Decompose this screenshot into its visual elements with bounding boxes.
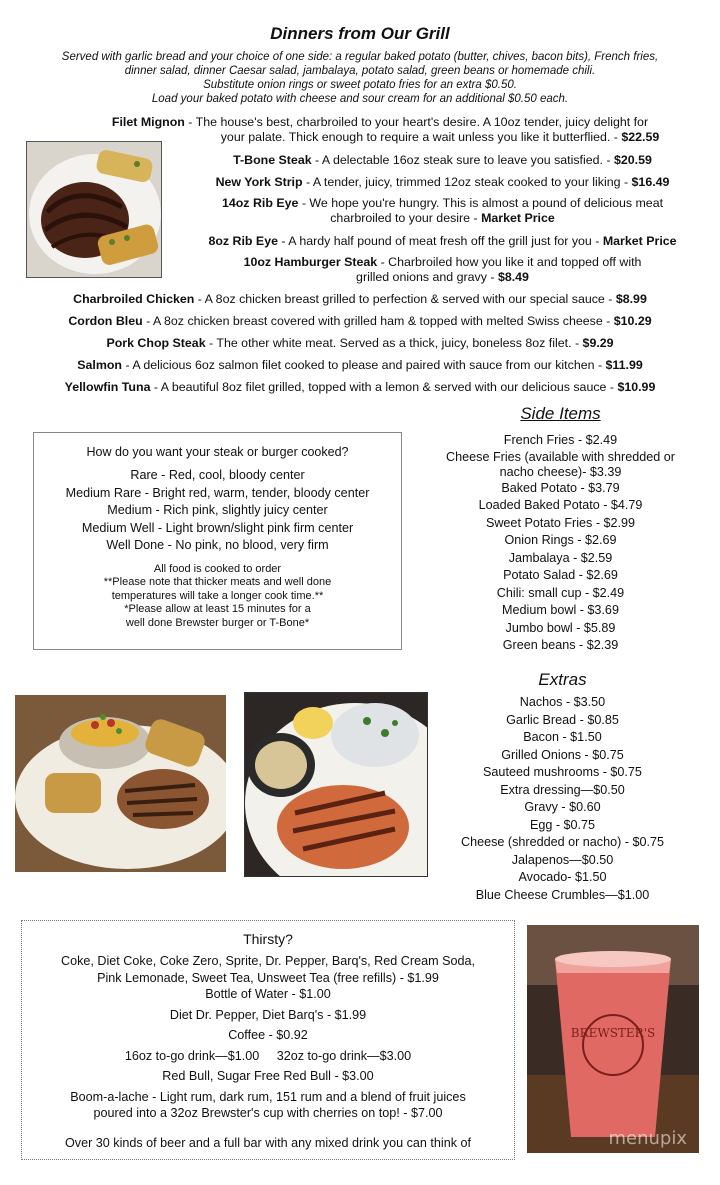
item-desc: grilled onions and gravy - — [356, 270, 498, 284]
drink-line: Boom-a-lache - Light rum, dark rum, 151 rum and a blend of fruit juices — [70, 1089, 466, 1104]
doneness-note: well done Brewster burger or T-Bone* — [125, 616, 310, 629]
menu-item-charbroiled-chicken — [0, 291, 720, 307]
menu-item-cordon-bleu — [0, 313, 720, 329]
red-drink-cup-photo — [527, 925, 699, 1153]
menu-item-yellowfin-tuna — [0, 379, 720, 395]
potato-steak-photo — [15, 695, 226, 872]
drink-line: Coke, Diet Coke, Coke Zero, Sprite, Dr. Pepper, Barq's, Red Cream Soda, — [61, 954, 475, 968]
doneness-level: Medium Rare - Bright red, warm, tender, bloody center — [65, 485, 370, 500]
item-price: $8.49 — [497, 270, 529, 284]
side-item: nacho cheese)- $3.39 — [499, 464, 622, 479]
extra-item: Gravy - $0.60 — [524, 800, 601, 814]
item-desc: - A beautiful 8oz filet grilled, topped with a lemon & served with our delicious sauce - — [150, 380, 618, 394]
menu-item-t-bone — [165, 152, 720, 168]
item-name: New York Strip — [215, 175, 303, 189]
side-item: Green beans - $2.39 — [502, 638, 619, 652]
item-name: Charbroiled Chicken — [73, 292, 195, 306]
extra-item: Garlic Bread - $0.85 — [506, 712, 619, 727]
drink-line: Coffee - $0.92 — [228, 1028, 308, 1042]
doneness-note: **Please note that thicker meats and well done — [103, 576, 332, 588]
menu-item-14oz-rib-eye — [165, 196, 720, 226]
drink-line: Over 30 kinds of beer and a full bar with any mixed drink you can think of — [64, 1135, 471, 1150]
doneness-title: How do you want your steak or burger cooked? — [86, 445, 349, 459]
item-desc: - A hardy half pound of meat fresh off the grill just for you - — [277, 234, 603, 248]
item-desc: - We hope you're hungry. This is almost a pound of delicious meat — [298, 196, 664, 210]
watermark: menupix — [608, 1128, 687, 1149]
item-price: $16.49 — [631, 175, 670, 189]
extra-item: Nachos - $3.50 — [519, 695, 606, 709]
menu-item-new-york-strip — [165, 174, 720, 190]
doneness-levels — [34, 467, 401, 555]
side-item: Jambalaya - $2.59 — [508, 550, 613, 565]
item-price: $10.29 — [613, 314, 652, 328]
item-price: $11.99 — [605, 358, 643, 372]
item-desc: your palate. Thick enough to require a wait unless you like it butterflied. - — [220, 130, 622, 144]
item-desc: - The house's best, charbroiled to your heart's desire. A 10oz tender, juicy delight for — [184, 115, 649, 129]
side-item: Chili: small cup - $2.49 — [496, 585, 625, 600]
item-desc: - A delicious 6oz salmon filet cooked to please and paired with sauce from our kitchen - — [122, 358, 606, 372]
intro-text — [0, 50, 720, 106]
item-desc: charbroiled to your desire - — [330, 211, 482, 225]
item-price: $10.99 — [617, 380, 656, 394]
item-name: Yellowfin Tuna — [64, 380, 151, 394]
side-item: French Fries - $2.49 — [503, 433, 618, 447]
side-item: Medium bowl - $3.69 — [502, 603, 619, 617]
drinks-title: Thirsty? — [243, 931, 293, 947]
doneness-note: All food is cooked to order — [153, 562, 282, 575]
item-name: Filet Mignon — [111, 115, 185, 129]
doneness-notes — [34, 563, 401, 631]
extra-item: Egg - $0.75 — [529, 817, 596, 832]
side-item: Jumbo bowl - $5.89 — [505, 620, 616, 635]
item-desc: - Charbroiled how you like it and topped off with — [377, 255, 642, 269]
extra-item: Sauteed mushrooms - $0.75 — [483, 765, 642, 779]
side-item: Potato Salad - $2.69 — [503, 568, 618, 582]
extras-title: Extras — [538, 670, 587, 689]
side-item: Sweet Potato Fries - $2.99 — [485, 515, 636, 530]
menu-item-salmon — [0, 357, 720, 373]
item-desc: - A tender, juicy, trimmed 12oz steak cooked to your liking - — [302, 175, 632, 189]
cup-logo: BREWSTER'S — [570, 1026, 656, 1040]
drink-line: Pink Lemonade, Sweet Tea, Unsweet Tea (free refills) - $1.99 — [97, 970, 439, 985]
intro-line: Substitute onion rings or sweet potato fries for an extra $0.50. — [203, 79, 517, 91]
drink-line: poured into a 32oz Brewster's cup with cherries on top! - $7.00 — [93, 1106, 443, 1120]
item-name: Cordon Bleu — [68, 314, 143, 328]
extras-section — [435, 670, 690, 904]
item-price: $22.59 — [621, 130, 660, 144]
drink-line: Red Bull, Sugar Free Red Bull - $3.00 — [162, 1069, 374, 1083]
menu-item-hamburger-steak — [165, 255, 720, 285]
side-items-section — [418, 404, 703, 655]
item-desc: - A 8oz chicken breast grilled to perfection & served with our special sauce - — [194, 292, 616, 306]
drink-line: Bottle of Water - $1.00 — [205, 987, 331, 1001]
side-item: Baked Potato - $3.79 — [501, 480, 620, 495]
doneness-note: *Please allow at least 15 minutes for a — [124, 603, 311, 615]
page-title: Dinners from Our Grill — [270, 24, 450, 43]
item-name: 14oz Rib Eye — [221, 196, 299, 210]
steak-doneness-box — [33, 432, 402, 650]
item-desc: - A delectable 16oz steak sure to leave you satisfied. - — [311, 153, 614, 167]
drinks-box — [21, 920, 515, 1160]
extra-item: Grilled Onions - $0.75 — [501, 747, 624, 762]
item-price: $20.59 — [613, 153, 652, 167]
item-name: T-Bone Steak — [233, 153, 312, 167]
extra-item: Avocado- $1.50 — [518, 870, 607, 884]
drinks-list — [22, 953, 514, 1151]
extra-item: Cheese (shredded or nacho) - $0.75 — [460, 835, 665, 849]
drink-line: 16oz to-go drink—$1.00 32oz to-go drink—$3.00 — [124, 1048, 412, 1063]
extra-item: Extra dressing—$0.50 — [500, 782, 625, 797]
intro-line: Served with garlic bread and your choice of one side: a regular baked potato (butter, chives, bacon bits), French fries, — [61, 51, 659, 63]
doneness-level: Rare - Red, cool, bloody center — [130, 468, 305, 482]
extra-item: Jalapenos—$0.50 — [511, 852, 614, 867]
doneness-note: temperatures will take a longer cook time.** — [111, 589, 324, 602]
intro-line: dinner salad, dinner Caesar salad, jambalaya, potato salad, green beans or homemade chili. — [124, 65, 596, 77]
item-desc: - The other white meat. Served as a thick, juicy, boneless 8oz filet. - — [205, 336, 583, 350]
drink-line: Diet Dr. Pepper, Diet Barq's - $1.99 — [169, 1007, 367, 1022]
menu-item-8oz-rib-eye — [165, 233, 720, 249]
extra-item: Bacon - $1.50 — [523, 730, 602, 744]
side-item: Cheese Fries (available with shredded or — [446, 449, 675, 464]
item-name: 10oz Hamburger Steak — [243, 255, 378, 269]
menu-item-pork-chop — [0, 335, 720, 351]
item-desc: - A 8oz chicken breast covered with grilled ham & topped with melted Swiss cheese - — [142, 314, 614, 328]
item-name: Salmon — [77, 358, 123, 372]
doneness-level: Well Done - No pink, no blood, very firm — [106, 538, 329, 552]
item-name: Pork Chop Steak — [106, 336, 206, 350]
steak-plate-photo — [26, 141, 162, 278]
intro-line: Load your baked potato with cheese and sour cream for an additional $0.50 each. — [151, 93, 569, 105]
doneness-level: Medium Well - Light brown/slight pink firm center — [81, 520, 354, 535]
item-name: 8oz Rib Eye — [208, 234, 278, 248]
side-item: Loaded Baked Potato - $4.79 — [478, 498, 643, 512]
extra-item: Blue Cheese Crumbles—$1.00 — [475, 887, 650, 902]
item-price: $9.29 — [582, 336, 614, 350]
item-price: Market Price — [602, 234, 677, 248]
menu-item-filet-mignon — [40, 115, 720, 145]
item-price: Market Price — [481, 211, 555, 225]
salmon-plate-photo — [244, 692, 428, 877]
doneness-level: Medium - Rich pink, slightly juicy center — [107, 503, 328, 517]
side-items-title: Side Items — [520, 404, 601, 423]
item-price: $8.99 — [615, 292, 647, 306]
side-item: Onion Rings - $2.69 — [504, 533, 617, 547]
